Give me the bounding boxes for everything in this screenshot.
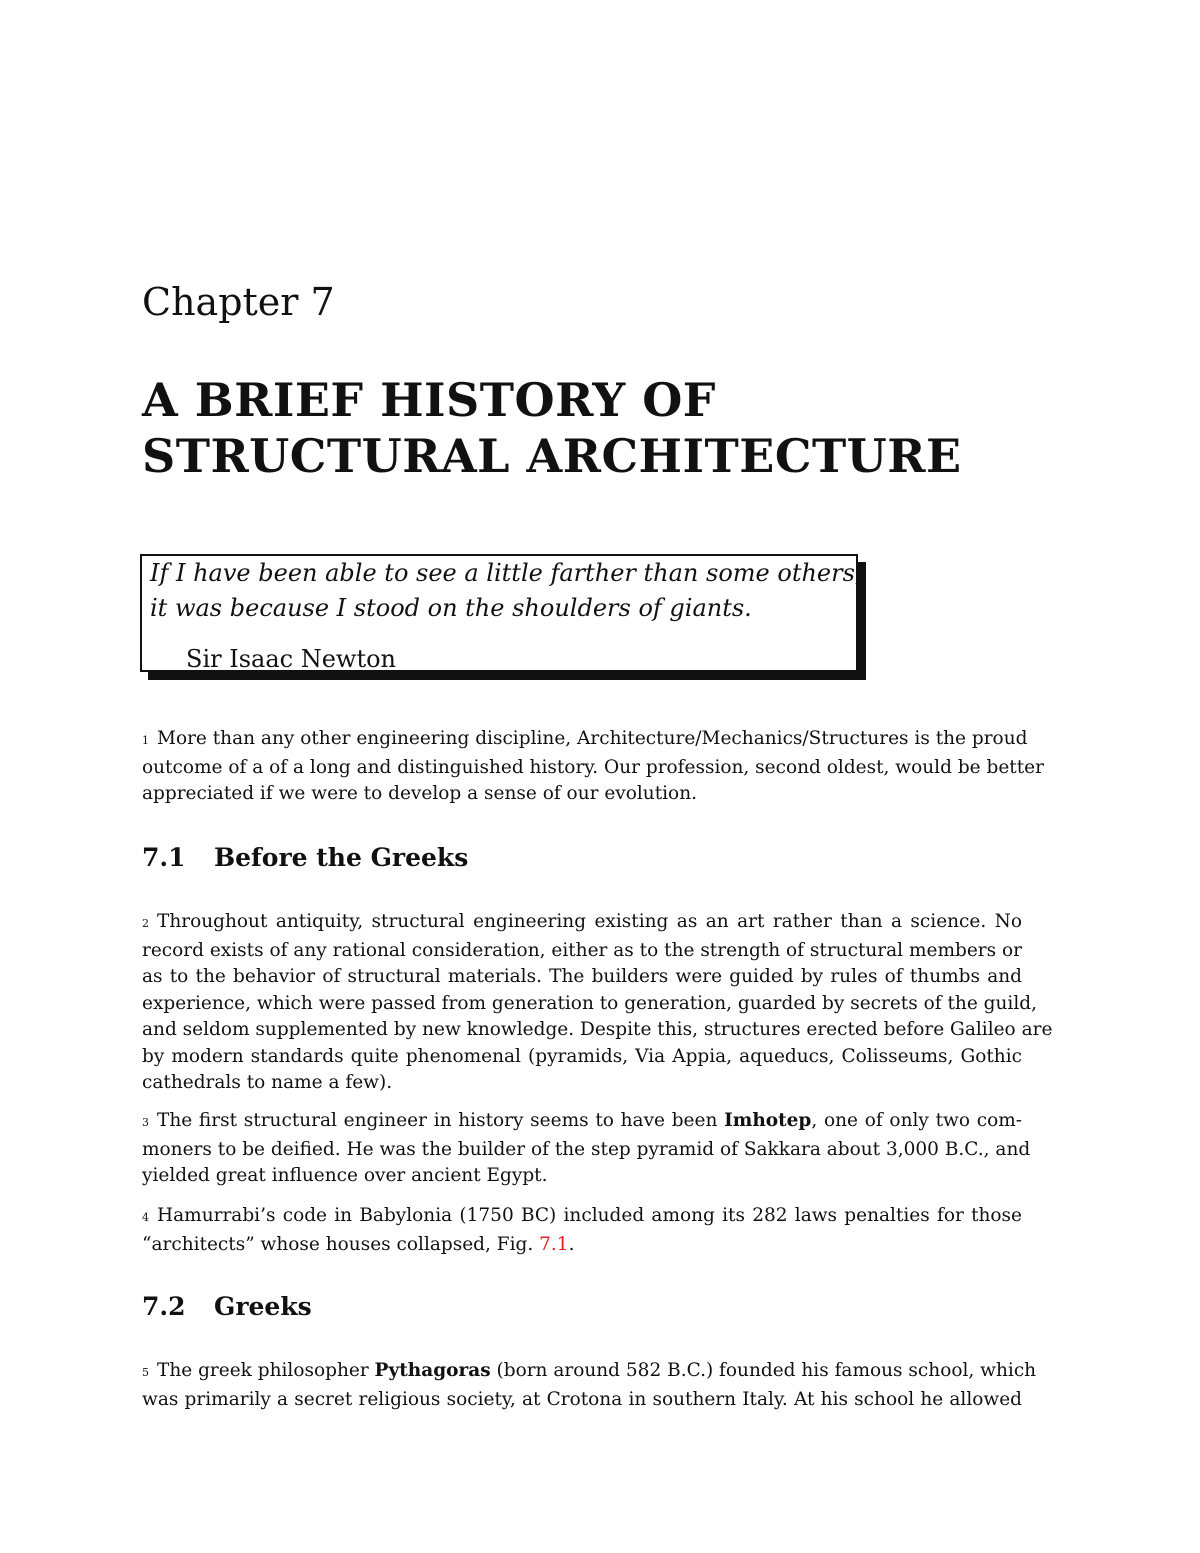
paragraph-line	[142, 1203, 1022, 1232]
epigraph-line-1: If I have been able to see a little farther than some others,	[150, 559, 863, 587]
paragraph-line	[142, 1108, 1022, 1137]
paragraph-text: Throughout antiquity, structural engineering existing as an art rather than a science. No	[157, 911, 1022, 932]
paragraph-2	[142, 909, 1053, 1097]
name-imhotep: Imhotep	[724, 1110, 812, 1131]
paragraph-text: More than any other engineering discipline, Architecture/Mechanics/Structures is the proud	[157, 728, 1028, 749]
epigraph-quote	[150, 556, 863, 626]
paragraph-line: experience, which were passed from generation to generation, guarded by secrets of the guild,	[142, 992, 1037, 1014]
paragraph-1	[142, 726, 1044, 808]
paragraph-3	[142, 1108, 1031, 1190]
paragraph-line: as to the behavior of structural materials. The builders were guided by rules of thumbs and	[142, 966, 1022, 987]
paragraph-text: , one of only two com-	[811, 1110, 1023, 1131]
section-number: 7.1	[142, 843, 186, 872]
chapter-title	[142, 372, 1102, 484]
paragraph-number: 4	[142, 1211, 149, 1224]
section-title: Before the Greeks	[214, 843, 469, 872]
paragraph-line: record exists of any rational consideration, either as to the strength of structural members or	[142, 939, 1022, 961]
epigraph-author: Sir Isaac Newton	[186, 645, 396, 673]
paragraph-number: 1	[142, 734, 149, 747]
section-heading-7-1	[142, 843, 468, 873]
paragraph-line	[142, 1232, 1022, 1259]
figure-reference-link[interactable]: 7.1	[539, 1233, 569, 1255]
paragraph-line	[142, 726, 1028, 755]
paragraph-line: was primarily a secret religious society, at Crotona in southern Italy. At his school he allowed	[142, 1388, 1022, 1410]
paragraph-line: appreciated if we were to develop a sense of our evolution.	[142, 783, 697, 804]
paragraph-line: cathedrals to name a few).	[142, 1072, 393, 1093]
paragraph-number: 5	[142, 1366, 149, 1379]
paragraph-line: outcome of a of a long and distinguished history. Our profession, second oldest, would be better	[142, 756, 1044, 778]
paragraph-4	[142, 1203, 1022, 1258]
chapter-title-line-2: STRUCTURAL ARCHITECTURE	[142, 429, 962, 483]
epigraph-box	[140, 554, 863, 673]
paragraph-line: by modern standards quite phenomenal (pyramids, Via Appia, aqueducs, Colisseums, Gothic	[142, 1045, 1022, 1067]
paragraph-text: Hamurrabi’s code in Babylonia (1750 BC) included among its 282 laws penalties for those	[157, 1205, 1022, 1226]
paragraph-line: moners to be deified. He was the builder of the step pyramid of Sakkara about 3,000 B.C., and	[142, 1138, 1031, 1160]
chapter-title-line-1: A BRIEF HISTORY OF	[142, 373, 716, 427]
paragraph-line: and seldom supplemented by new knowledge. Despite this, structures erected before Galileo are	[142, 1019, 1053, 1040]
paragraph-text: (born around 582 B.C.) founded his famous school, which	[490, 1360, 1037, 1381]
paragraph-line	[142, 1358, 1037, 1387]
paragraph-5	[142, 1358, 1037, 1413]
epigraph-line-2: it was because I stood on the shoulders of giants.	[150, 594, 752, 622]
paragraph-line: yielded great influence over ancient Egypt.	[142, 1165, 548, 1186]
chapter-label: Chapter 7	[142, 280, 335, 324]
paragraph-line	[142, 909, 1022, 938]
paragraph-text: “architects” whose houses collapsed, Fig.	[142, 1233, 540, 1255]
paragraph-text: .	[568, 1233, 575, 1255]
paragraph-text: The greek philosopher	[157, 1360, 375, 1381]
section-heading-7-2	[142, 1292, 312, 1322]
name-pythagoras: Pythagoras	[374, 1360, 491, 1381]
paragraph-text: The first structural engineer in history seems to have been	[157, 1110, 725, 1131]
paragraph-number: 3	[142, 1116, 149, 1129]
paragraph-number: 2	[142, 917, 149, 930]
section-number: 7.2	[142, 1292, 186, 1321]
section-title: Greeks	[214, 1292, 312, 1321]
